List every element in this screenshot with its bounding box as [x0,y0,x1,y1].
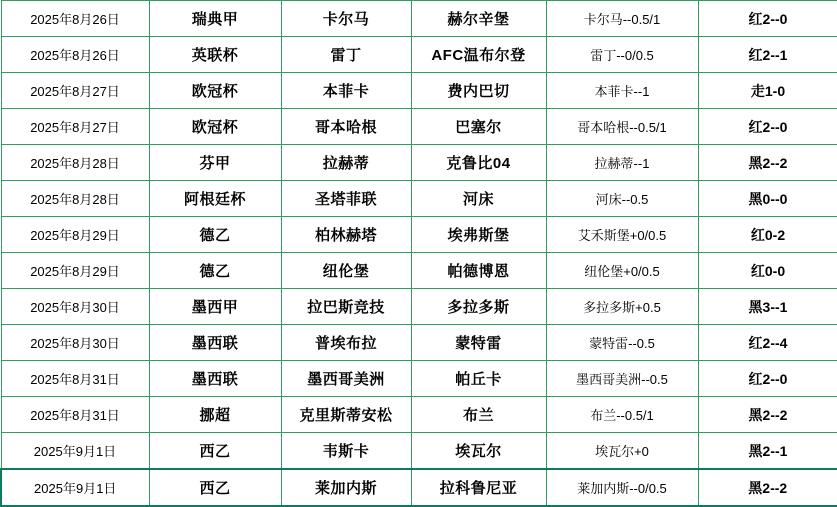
handicap-cell: 纽伦堡+0/0.5 [546,253,698,289]
result-cell: 红0-0 [698,253,837,289]
league-cell: 英联杯 [149,37,281,73]
handicap-cell: 卡尔马--0.5/1 [546,1,698,37]
match-date-cell: 2025年8月29日 [1,253,149,289]
league-cell: 墨西甲 [149,289,281,325]
home-team-cell: 纽伦堡 [281,253,411,289]
league-cell: 芬甲 [149,145,281,181]
away-team-cell: 巴塞尔 [411,109,546,145]
handicap-cell: 雷丁--0/0.5 [546,37,698,73]
away-team-cell: AFC温布尔登 [411,37,546,73]
home-team-cell: 圣塔菲联 [281,181,411,217]
handicap-cell: 墨西哥美洲--0.5 [546,361,698,397]
handicap-cell: 莱加内斯--0/0.5 [546,469,698,506]
home-team-cell: 拉巴斯竞技 [281,289,411,325]
handicap-cell: 蒙特雷--0.5 [546,325,698,361]
home-team-cell: 普埃布拉 [281,325,411,361]
match-date-cell: 2025年8月28日 [1,181,149,217]
match-date-cell: 2025年8月26日 [1,37,149,73]
result-cell: 黑2--2 [698,145,837,181]
away-team-cell: 河床 [411,181,546,217]
league-cell: 瑞典甲 [149,1,281,37]
table-row [1,1,837,37]
table-row [1,73,837,109]
home-team-cell: 克里斯蒂安松 [281,397,411,433]
table-row [1,289,837,325]
handicap-cell: 本菲卡--1 [546,73,698,109]
league-cell: 阿根廷杯 [149,181,281,217]
league-cell: 德乙 [149,253,281,289]
table-row [1,253,837,289]
away-team-cell: 布兰 [411,397,546,433]
handicap-cell: 艾禾斯堡+0/0.5 [546,217,698,253]
handicap-cell: 布兰--0.5/1 [546,397,698,433]
result-cell: 红2--0 [698,361,837,397]
away-team-cell: 费内巴切 [411,73,546,109]
home-team-cell: 卡尔马 [281,1,411,37]
league-cell: 欧冠杯 [149,73,281,109]
result-cell: 黑0--0 [698,181,837,217]
match-date-cell: 2025年8月30日 [1,325,149,361]
away-team-cell: 帕德博恩 [411,253,546,289]
result-cell: 走1-0 [698,73,837,109]
handicap-cell: 哥本哈根--0.5/1 [546,109,698,145]
result-cell: 黑2--2 [698,469,837,506]
table-row [1,325,837,361]
league-cell: 德乙 [149,217,281,253]
away-team-cell: 埃弗斯堡 [411,217,546,253]
result-cell: 黑2--2 [698,397,837,433]
result-cell: 黑3--1 [698,289,837,325]
away-team-cell: 克鲁比04 [411,145,546,181]
result-cell: 红2--0 [698,1,837,37]
league-cell: 西乙 [149,433,281,470]
away-team-cell: 拉科鲁尼亚 [411,469,546,506]
table-row [1,397,837,433]
league-cell: 墨西联 [149,361,281,397]
handicap-cell: 河床--0.5 [546,181,698,217]
handicap-cell: 多拉多斯+0.5 [546,289,698,325]
match-date-cell: 2025年8月27日 [1,73,149,109]
match-date-cell: 2025年8月27日 [1,109,149,145]
result-cell: 红2--1 [698,37,837,73]
table-row [1,433,837,470]
away-team-cell: 赫尔辛堡 [411,1,546,37]
match-date-cell: 2025年9月1日 [1,433,149,470]
table-row [1,181,837,217]
league-cell: 欧冠杯 [149,109,281,145]
table-body [1,1,837,507]
away-team-cell: 埃瓦尔 [411,433,546,470]
match-date-cell: 2025年9月1日 [1,469,149,506]
match-date-cell: 2025年8月28日 [1,145,149,181]
away-team-cell: 多拉多斯 [411,289,546,325]
result-cell: 黑2--1 [698,433,837,470]
home-team-cell: 拉赫蒂 [281,145,411,181]
handicap-cell: 埃瓦尔+0 [546,433,698,470]
table-row [1,469,837,506]
away-team-cell: 蒙特雷 [411,325,546,361]
match-date-cell: 2025年8月30日 [1,289,149,325]
table-row [1,217,837,253]
home-team-cell: 莱加内斯 [281,469,411,506]
home-team-cell: 韦斯卡 [281,433,411,470]
home-team-cell: 本菲卡 [281,73,411,109]
result-cell: 红2--4 [698,325,837,361]
match-date-cell: 2025年8月29日 [1,217,149,253]
handicap-cell: 拉赫蒂--1 [546,145,698,181]
home-team-cell: 雷丁 [281,37,411,73]
table-row [1,145,837,181]
match-date-cell: 2025年8月26日 [1,1,149,37]
home-team-cell: 哥本哈根 [281,109,411,145]
home-team-cell: 柏林赫塔 [281,217,411,253]
match-date-cell: 2025年8月31日 [1,361,149,397]
away-team-cell: 帕丘卡 [411,361,546,397]
table-row [1,109,837,145]
table-row [1,37,837,73]
result-cell: 红2--0 [698,109,837,145]
table-row [1,361,837,397]
home-team-cell: 墨西哥美洲 [281,361,411,397]
result-cell: 红0-2 [698,217,837,253]
match-date-cell: 2025年8月31日 [1,397,149,433]
league-cell: 西乙 [149,469,281,506]
league-cell: 墨西联 [149,325,281,361]
league-cell: 挪超 [149,397,281,433]
